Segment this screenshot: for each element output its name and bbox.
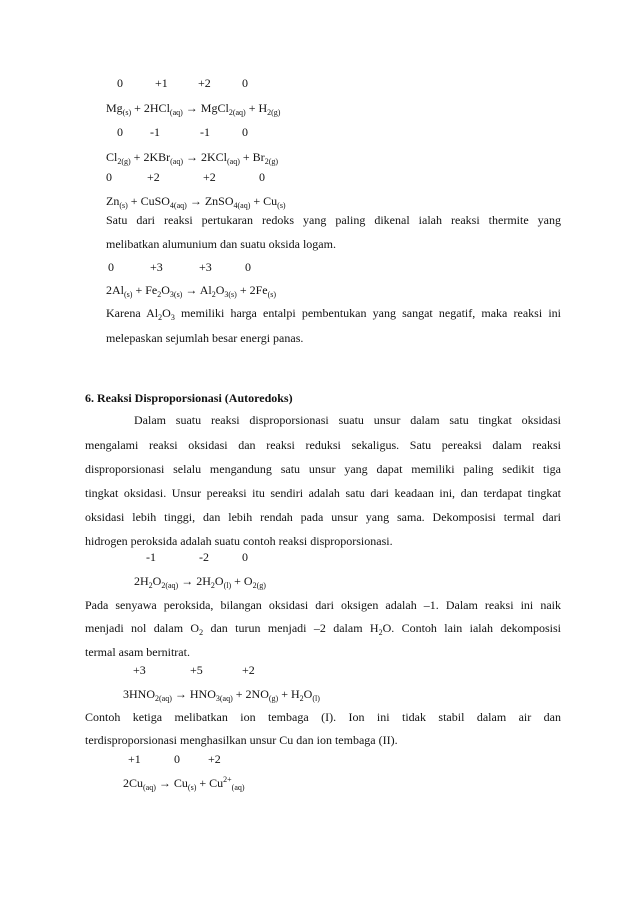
oxidation-number: +2	[198, 76, 211, 90]
oxidation-number: -1	[146, 550, 156, 564]
equation-h2o2: $2H_2O_{2(aq)} \to 2H_2O_{(l)} + O_{2(g)}$	[134, 574, 266, 590]
paragraph-line: disproporsionasi selalu mengandung satu unsur yang dapat memiliki paling sedikit tiga	[85, 462, 561, 476]
equation-cl2-kbr: $Cl_{2(g)} + 2KBr_{(aq)} \to 2KCl_{(aq)} + Br_{2(g)}$	[106, 150, 279, 166]
paragraph-line: Pada senyawa peroksida, bilangan oksidasi dari oksigen adalah –1. Dalam reaksi ini naik	[85, 598, 561, 612]
paragraph-line: terdisproporsionasi menghasilkan unsur Cu dan ion tembaga (II).	[85, 733, 398, 747]
oxidation-number: 0	[259, 170, 265, 184]
paragraph-line: oksidasi lebih tinggi, dan lebih rendah pada unsur yang sama. Dekomposisi termal dari	[85, 510, 561, 524]
oxidation-number: -1	[150, 125, 160, 139]
oxidation-number: +2	[203, 170, 216, 184]
oxidation-number: +3	[133, 663, 146, 677]
al2o3-text-line: melepaskan sejumlah besar energi panas.	[106, 331, 304, 345]
oxidation-number: -2	[199, 550, 209, 564]
section-heading: 6. Reaksi Disproporsionasi (Autoredoks)	[85, 391, 293, 405]
equation-hno2: $3HNO_{2(aq)} \to HNO_{3(aq)} + 2NO_{(g)} + H_2O_{(l)}$	[123, 687, 320, 703]
paragraph-line: mengalami reaksi oksidasi dan reaksi reduksi sekaligus. Satu pereaksi dalam reaksi	[85, 438, 561, 452]
paragraph-line: Dalam suatu reaksi disproporsionasi suatu unsur dalam satu tingkat oksidasi	[134, 413, 561, 427]
oxidation-number: 0	[245, 260, 251, 274]
oxidation-number: +1	[155, 76, 168, 90]
oxidation-number: 0	[242, 76, 248, 90]
oxidation-number: +2	[147, 170, 160, 184]
oxidation-number: 0	[117, 76, 123, 90]
equation-cu-disproportionation: $2Cu_{(aq)} \to Cu_{(s)} + Cu^{2+}_{(aq)}$	[123, 775, 245, 792]
oxidation-number: +3	[150, 260, 163, 274]
oxidation-number: +3	[199, 260, 212, 274]
equation-mg-hcl: $Mg_{(s)} + 2HCl_{(aq)}$ → MgCl$_{2(aq)}$ + $H_{2(g)}$	[106, 101, 281, 117]
thermite-text-line: melibatkan alumunium dan suatu oksida logam.	[106, 237, 336, 251]
oxidation-number: +5	[190, 663, 203, 677]
oxidation-number: -1	[200, 125, 210, 139]
paragraph-line: Contoh ketiga melibatkan ion tembaga (I). Ion ini tidak stabil dalam air dan	[85, 710, 561, 724]
oxidation-number: 0	[117, 125, 123, 139]
equation-thermite: $2Al_{(s)} + Fe_2O_{3(s)} \to Al_2O_{3(s)} + 2Fe_{(s)}$	[106, 283, 277, 299]
thermite-text-line: Satu dari reaksi pertukaran redoks yang paling dikenal ialah reaksi thermite yang	[106, 213, 561, 227]
al2o3-text-line: Karena $Al_2O_3$ memiliki harga entalpi pembentukan yang sangat negatif, maka reaksi ini	[106, 306, 562, 322]
oxidation-number: 0	[108, 260, 114, 274]
paragraph-line: menjadi nol dalam $O_2$ dan turun menjadi –2 dalam $H_2O$. Contoh lain ialah dekomposisi	[85, 621, 562, 637]
paragraph-line: hidrogen peroksida adalah suatu contoh reaksi disproporsionasi.	[85, 534, 393, 548]
oxidation-number: 0	[106, 170, 112, 184]
equation-zn-cuso4: $Zn_{(s)}$ + CuSO$_{4(aq)}$ → ZnSO$_{4(aq)}$ + $Cu_{(s)}$	[106, 194, 286, 210]
oxidation-number: 0	[242, 125, 248, 139]
oxidation-number: 0	[174, 752, 180, 766]
paragraph-line: tingkat oksidasi. Unsur pereaksi itu sendiri adalah satu dari keadaan ini, dan terdapat tingkat	[85, 486, 561, 500]
oxidation-number: 0	[242, 550, 248, 564]
oxidation-number: +1	[128, 752, 141, 766]
paragraph-line: termal asam bernitrat.	[85, 645, 190, 659]
oxidation-number: +2	[242, 663, 255, 677]
oxidation-number: +2	[208, 752, 221, 766]
